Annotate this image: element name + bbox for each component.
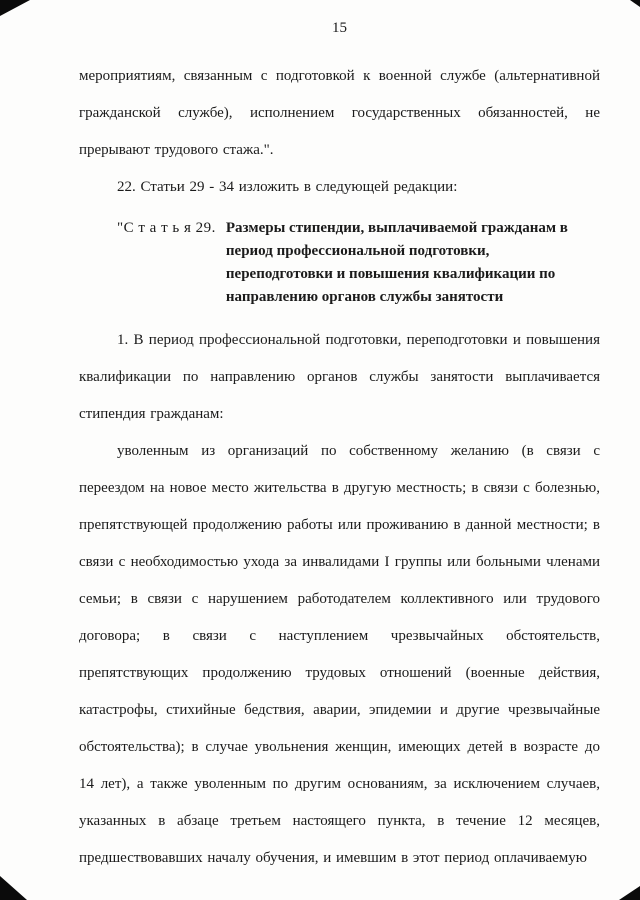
paragraph-continuation: мероприятиям, связанным с подготовкой к военной службе (альтернативной гражданской службе), исполнением государственных обязанностей, не прерывают трудового стажа.". <box>79 68 600 158</box>
paragraph-clause-1: 1. В период профессиональной подготовки, переподготовки и повышения квалификации по направлению органов службы занятости выплачивается стипендия гражданам: <box>79 332 600 422</box>
paragraph-clause-1-details: уволенным из организаций по собственному желанию (в связи с переездом на новое место жительства в другую местность; в связи с болезнью, препятствующей продолжению работы или проживанию в данной местности; в связи с необходимостью ухода за инвалидами I группы или больными членами семьи; в связи с нарушением работодателем коллективного или трудового договора; в связи с наступлением чрезвычайных обстоятельств, препятствующих продолжению трудовых отношений (военные действия, катастрофы, стихийные бедствия, аварии, эпидемии и другие чрезвычайные обстоятельства); в случае увольнения женщин, имеющих детей в возрасте до 14 лет), а также уволенным по другим основаниям, за исключением случаев, указанных в абзаце третьем настоящего пункта, в течение 12 месяцев, предшествовавших началу обучения, и имевшим в этот период оплачиваемую <box>79 443 600 866</box>
scan-artifact-corner-bottom-right <box>619 886 640 900</box>
article-heading <box>117 217 600 309</box>
article-heading-title: Размеры стипендии, выплачиваемой гражданам в период профессиональной подготовки, переподготовки и повышения квалификации по направлению органов службы занятости <box>225 220 568 305</box>
page-content <box>79 20 600 877</box>
scan-artifact-corner-top-right <box>630 0 640 7</box>
scan-artifact-corner-bottom-left <box>0 876 27 900</box>
article-heading-label: "С т а т ь я 29. <box>117 220 216 236</box>
scan-artifact-corner-top-left <box>0 0 30 16</box>
paragraph-amendment-22: 22. Статьи 29 - 34 изложить в следующей редакции: <box>117 179 458 195</box>
page-number: 15 <box>332 20 347 36</box>
